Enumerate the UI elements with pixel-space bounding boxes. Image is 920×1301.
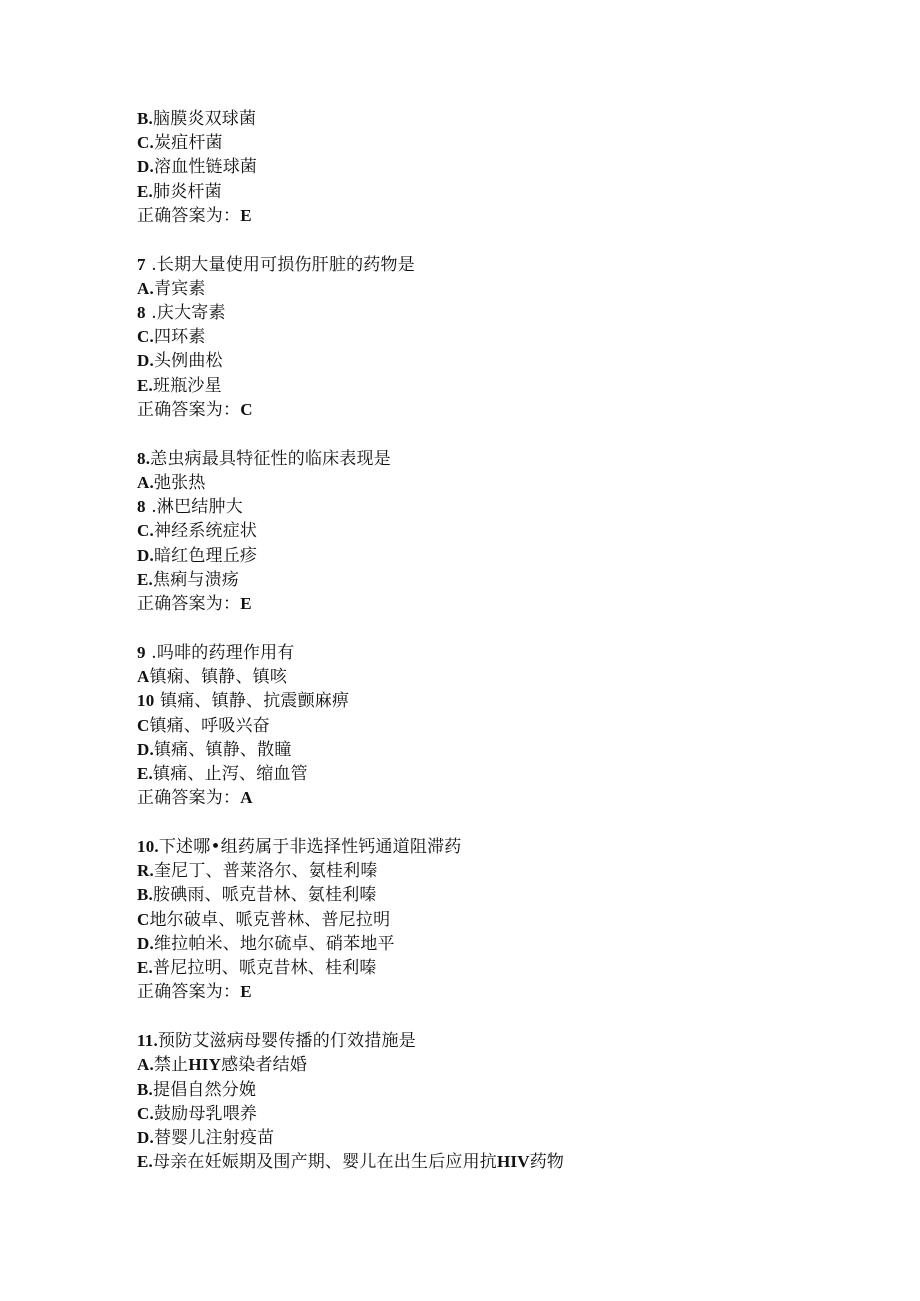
- q9-option-b: 10 镇痛、镇静、抗震颤麻痹: [137, 691, 350, 712]
- q10-answer: 正确答案为：E: [137, 982, 252, 1003]
- q11-option-a: A.禁止HIY感染者结婚: [137, 1055, 308, 1076]
- q9-answer: 正确答案为：A: [137, 788, 253, 809]
- q8-option-e: E.焦痢与溃疡: [137, 569, 239, 590]
- spacer: [137, 616, 877, 641]
- spacer: [137, 422, 877, 447]
- question-7-block: [137, 253, 877, 422]
- q11-option-b: B.提倡自然分娩: [137, 1079, 257, 1100]
- q11-title: 11.预防艾滋病母婴传播的仃效措施是: [137, 1031, 416, 1052]
- q10-option-b: B.胺碘雨、哌克昔林、氨桂利嗪: [137, 885, 377, 906]
- q6-option-b: B.脑膜炎双球菌: [137, 109, 257, 129]
- question-10-block: [137, 835, 877, 1004]
- q10-title: 10.下述哪•组药属于非选择性钙通道阻滞药: [137, 837, 462, 858]
- q9-option-a: A镇痫、镇静、镇咳: [137, 667, 288, 688]
- q8-answer: 正确答案为：E: [137, 593, 252, 614]
- q7-answer: 正确答案为：C: [137, 399, 253, 420]
- q8-option-c: C.神经系统症状: [137, 521, 258, 542]
- q6-option-d: D.溶血性链球菌: [137, 157, 258, 178]
- q11-option-c: C.鼓励母乳喂养: [137, 1103, 258, 1124]
- q7-option-c: C.四环素: [137, 327, 206, 348]
- q9-option-d: D.镇痛、镇静、散瞳: [137, 739, 292, 760]
- q6-answer: 正确答案为：E: [137, 205, 252, 226]
- q11-option-e: E.母亲在妊娠期及围产期、婴儿在出生后应用抗HIV药物: [137, 1152, 565, 1173]
- q10-option-d: D.维拉帕米、地尔硫卓、硝苯地平: [137, 933, 395, 954]
- q8-option-a: A.弛张热: [137, 473, 206, 494]
- spacer: [137, 1004, 877, 1029]
- q6-option-c: C.炭疽杆菌: [137, 133, 223, 154]
- q8-option-d: D.暗红色理丘疹: [137, 545, 258, 566]
- document-page: [137, 107, 877, 1174]
- q10-option-e: E.普尼拉明、哌克昔林、桂利嗪: [137, 958, 377, 978]
- q8-title: 8.恙虫病最具特征性的临床表现是: [137, 448, 391, 469]
- q9-title: 9 .吗啡的药理作用有: [137, 642, 295, 663]
- question-9-block: [137, 641, 877, 810]
- q11-option-d: D.替婴儿注射疫苗: [137, 1127, 275, 1148]
- q10-option-a: R.奎尼丁、普莱洛尔、氨桂利嗪: [137, 861, 378, 882]
- q10-option-c: C地尔破卓、哌克普林、普尼拉明: [137, 909, 391, 930]
- q9-option-c: C镇痛、呼吸兴奋: [137, 715, 270, 736]
- question-11-block: [137, 1029, 877, 1174]
- q7-title: 7 .长期大量使用可损伤肝脏的药物是: [137, 254, 415, 275]
- question-6-block: [137, 107, 877, 228]
- q8-option-b: 8 .淋巴结肿大: [137, 497, 243, 518]
- question-8-block: [137, 447, 877, 616]
- q7-option-a: A.青宾素: [137, 278, 206, 299]
- spacer: [137, 810, 877, 835]
- q7-option-e: E.班瓶沙星: [137, 375, 222, 396]
- q9-option-e: E.镇痛、止泻、缩血管: [137, 763, 308, 784]
- q7-option-d: D.头例曲松: [137, 351, 223, 372]
- spacer: [137, 228, 877, 253]
- q6-option-e: E.肺炎杆菌: [137, 181, 222, 202]
- q7-option-b: 8 .庆大寄素: [137, 303, 226, 324]
